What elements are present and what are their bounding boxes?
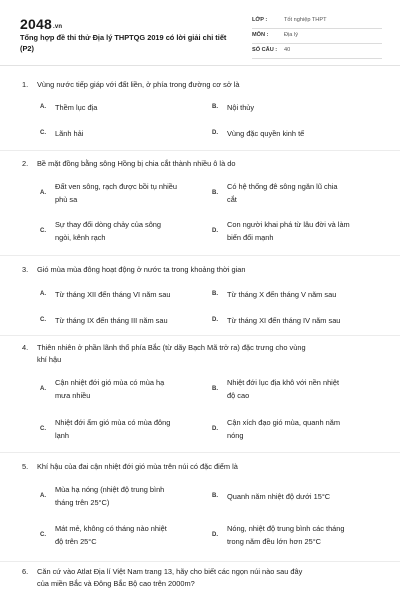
- option-letter: B.: [212, 190, 218, 196]
- option-text-line2: nóng: [227, 431, 244, 440]
- meta-value: Địa lý: [284, 32, 298, 38]
- option-text-line2: phù sa: [55, 195, 78, 204]
- document-title: [20, 32, 235, 54]
- question-stem-line2: khí hậu: [37, 355, 62, 364]
- option-letter: D.: [212, 426, 218, 432]
- question-stem: Gió mùa mùa đông hoạt động ở nước ta trong khoảng thời gian: [37, 265, 246, 274]
- meta-label: MÔN :: [252, 32, 269, 38]
- option-letter: A.: [40, 190, 46, 196]
- option-text-line2: mưa nhiều: [55, 391, 91, 400]
- question-text: [22, 264, 362, 276]
- option-text: [55, 218, 200, 244]
- document-header: [0, 0, 400, 62]
- question-stem: Bề mặt đồng bằng sông Hồng bị chia cắt thành nhiều ô là do: [37, 159, 236, 168]
- question-number: 4.: [22, 343, 29, 352]
- option-letter: B.: [212, 291, 218, 297]
- option-text: Từ tháng XII đến tháng VI năm sau: [55, 290, 171, 299]
- meta-row-count: [252, 44, 382, 59]
- question-separator: [0, 561, 400, 562]
- meta-row-subject: [252, 29, 382, 44]
- option-text: Thềm lục địa: [55, 103, 98, 112]
- site-logo[interactable]: [20, 16, 62, 32]
- question-number: 1.: [22, 80, 29, 89]
- option-text-line1: Cận nhiệt đới gió mùa có mùa hạ: [55, 378, 165, 387]
- question-stem: Thiên nhiên ở phần lãnh thổ phía Bắc (từ dãy Bạch Mã trở ra) đặc trưng cho vùng: [37, 343, 306, 352]
- option-letter: C.: [40, 130, 46, 136]
- question-separator: [0, 150, 400, 151]
- option-letter: C.: [40, 426, 46, 432]
- option-text: [55, 376, 200, 402]
- option-letter: D.: [212, 130, 218, 136]
- option-letter: D.: [212, 532, 218, 538]
- option-text-line1: Nhiệt đới lục địa khô với nền nhiệt: [227, 378, 339, 387]
- question-text: [22, 566, 362, 590]
- option-text-line1: Nóng, nhiệt độ trung bình các tháng: [227, 524, 345, 533]
- option-text-line1: Sự thay đổi dòng chảy của sông: [55, 220, 162, 229]
- question-stem: Khí hậu của đai cận nhiệt đới gió mùa trên núi có đặc điểm là: [37, 462, 238, 471]
- question-number: 3.: [22, 265, 29, 274]
- option-text: Nội thủy: [227, 103, 255, 112]
- logo-main: 2048: [20, 16, 52, 32]
- header-divider: [0, 65, 400, 66]
- option-text: [227, 376, 387, 402]
- option-letter: B.: [212, 493, 218, 499]
- option-letter: A.: [40, 493, 46, 499]
- question-separator: [0, 335, 400, 336]
- option-text: Từ tháng XI đến tháng IV năm sau: [227, 316, 341, 325]
- option-text-line2: trong năm đều lớn hơn 25°C: [227, 537, 321, 546]
- option-text-line1: Có hệ thống đê sông ngăn lũ chia: [227, 182, 338, 191]
- option-text-line2: độ trên 25°C: [55, 537, 97, 546]
- option-text-line2: tháng trên 25°C): [55, 498, 110, 507]
- option-text-line1: Nhiệt đới ẩm gió mùa có mùa đông: [55, 418, 171, 427]
- question-text: [22, 342, 362, 366]
- option-letter: C.: [40, 532, 46, 538]
- meta-label: SỐ CÂU :: [252, 47, 278, 53]
- question-stem: Vùng nước tiếp giáp với đất liền, ở phía trong đường cơ sở là: [37, 80, 240, 89]
- option-text-line2: cắt: [227, 195, 237, 204]
- option-letter: A.: [40, 386, 46, 392]
- question-separator: [0, 452, 400, 453]
- option-text: Lãnh hải: [55, 129, 84, 138]
- option-letter: A.: [40, 291, 46, 297]
- option-text: Từ tháng IX đến tháng III năm sau: [55, 316, 168, 325]
- question-stem-line2: của miền Bắc và Đông Bắc Bộ cao trên 2000m?: [37, 579, 195, 588]
- meta-value: 40: [284, 47, 291, 53]
- option-text: [55, 180, 200, 206]
- meta-label: LỚP :: [252, 17, 268, 23]
- option-letter: A.: [40, 104, 46, 110]
- question-number: 6.: [22, 567, 29, 576]
- option-letter: D.: [212, 317, 218, 323]
- option-text: [227, 522, 387, 548]
- option-text: [227, 180, 387, 206]
- question-stem: Căn cứ vào Atlat Địa lí Việt Nam trang 13, hãy cho biết các ngọn núi nào sau đây: [37, 567, 303, 576]
- option-text-line2: lạnh: [55, 431, 69, 440]
- option-text: [55, 416, 200, 442]
- question-text: [22, 461, 362, 473]
- option-text: [227, 218, 387, 244]
- option-text-line2: biến đổi mạnh: [227, 233, 274, 242]
- question-text: [22, 79, 362, 91]
- question-separator: [0, 255, 400, 256]
- question-number: 5.: [22, 462, 29, 471]
- logo-suffix: .vn: [52, 24, 63, 30]
- option-letter: B.: [212, 386, 218, 392]
- option-text: Từ tháng X đến tháng V năm sau: [227, 290, 337, 299]
- option-text-line2: độ cao: [227, 391, 250, 400]
- question-number: 2.: [22, 159, 29, 168]
- option-text: [55, 483, 200, 509]
- option-text: Quanh năm nhiệt độ dưới 15°C: [227, 492, 331, 501]
- document-title-line1: Tổng hợp đề thi thử Địa lý THPTQG 2019 có lời giải chi tiết: [20, 33, 227, 42]
- option-letter: B.: [212, 104, 218, 110]
- option-letter: C.: [40, 228, 46, 234]
- option-text-line1: Đất ven sông, rạch được bồi tụ nhiều: [55, 182, 177, 191]
- option-text-line2: ngòi, kênh rạch: [55, 233, 106, 242]
- option-text-line1: Con người khai phá từ lâu đời và làm: [227, 220, 350, 229]
- meta-row-class: [252, 14, 382, 29]
- option-text-line1: Mùa hạ nóng (nhiệt độ trung bình: [55, 485, 165, 494]
- option-text-line1: Cận xích đạo gió mùa, quanh năm: [227, 418, 340, 427]
- document-title-line2: (P2): [20, 44, 34, 53]
- option-text: [227, 416, 387, 442]
- document-meta: [252, 14, 382, 59]
- question-text: [22, 158, 362, 170]
- option-text: [55, 522, 200, 548]
- option-text: Vùng đặc quyền kinh tế: [227, 129, 305, 138]
- option-letter: D.: [212, 228, 218, 234]
- option-text-line1: Mát mẻ, không có tháng nào nhiệt: [55, 524, 167, 533]
- option-letter: C.: [40, 317, 46, 323]
- meta-value: Tốt nghiệp THPT: [284, 17, 327, 23]
